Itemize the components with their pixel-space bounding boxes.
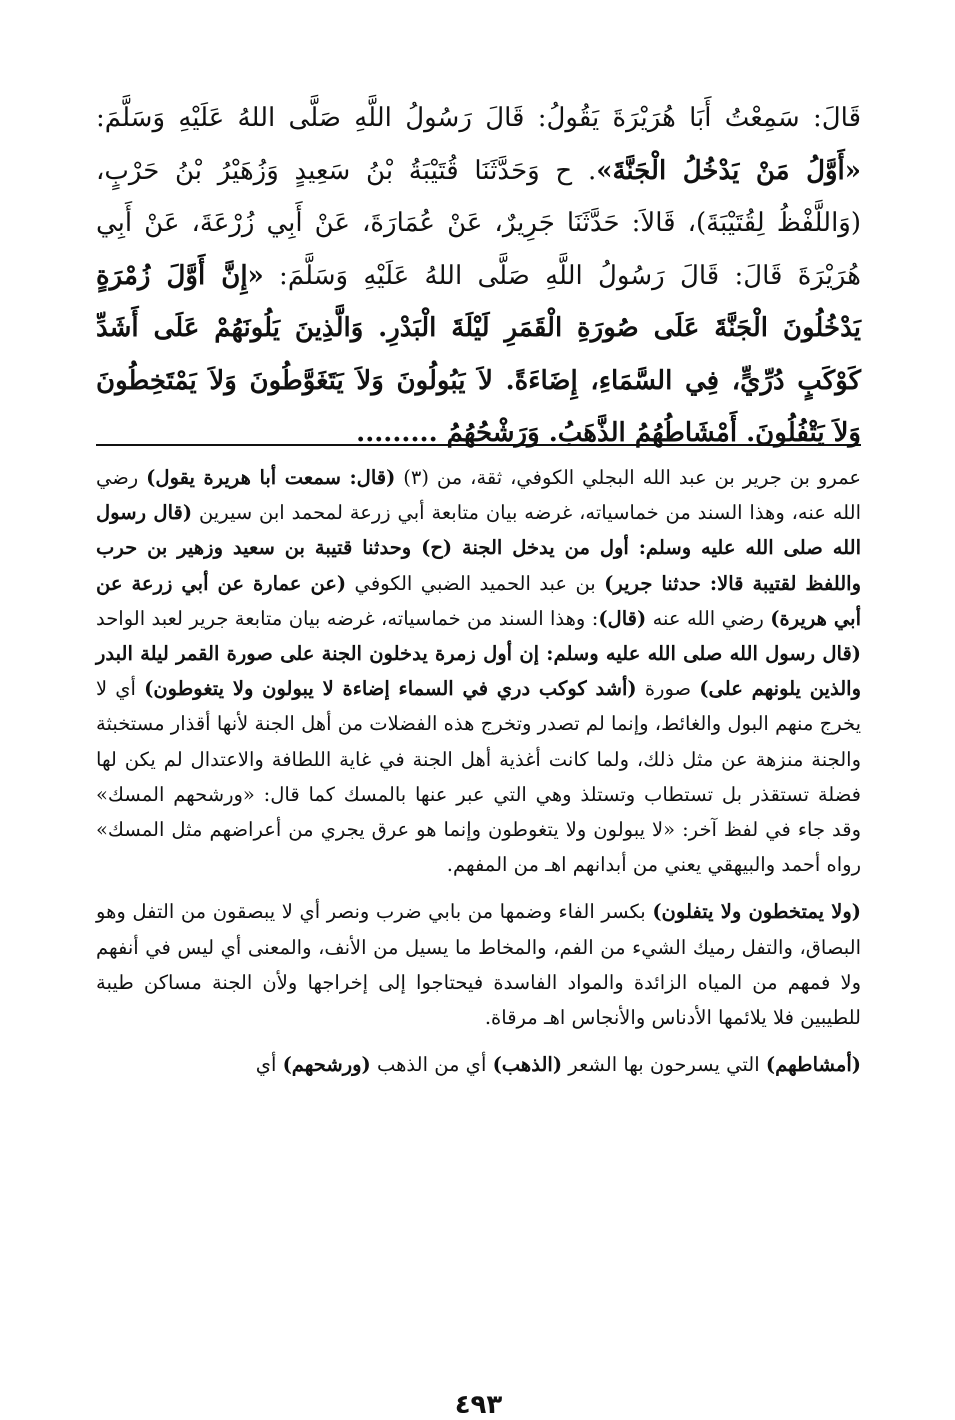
commentary-run: أي من الذهب — [370, 1053, 493, 1077]
hadith-narration: قَالَ: سَمِعْتُ أَبَا هُرَيْرَةَ يَقُولُ: قَالَ رَسُولُ اللَّهِ صَلَّى اللهُ عَلَيْهِ وَسَلَّمَ: — [96, 103, 861, 133]
commentary-run: بن عبد الحميد الضبي الكوفي — [346, 571, 605, 595]
commentary-run: أي — [255, 1053, 283, 1077]
commentary-bold-run: (عن عمارة عن أبي زرعة عن أبي هريرة) — [96, 571, 862, 630]
commentary-bold-run: (ولا يمتخطون ولا يتفلون) — [652, 900, 861, 924]
commentary-bold-run: (قال) — [598, 606, 647, 630]
commentary-paragraph-1 — [96, 460, 861, 882]
commentary-run: التي يسرحون بها الشعر — [562, 1053, 766, 1077]
footnote-divider — [96, 444, 861, 446]
commentary-run: : وهذا السند من خماسياته، غرضه بيان متابعة جرير لعبد الواحد — [96, 606, 599, 630]
commentary-bold-run: (أشد كوكب دري في السماء إضاءة لا يبولون ولا يتغوطون) — [144, 677, 637, 701]
commentary-bold-run: (الذهب) — [492, 1053, 563, 1077]
commentary-paragraph-3 — [96, 1047, 861, 1082]
commentary-run: بكسر الفاء وضمها من بابي ضرب ونصر أي لا يبصقون من التفل وهو البصاق، والتفل رميك الشيء من الفم، والمخاط ما يسيل من الأنف، والمعنى أي ليس في أنفهم ولا فمهم من المياه الزائدة والمواد الفاسدة فيحتاجوا إلى إخراجها ولأن الجنة مساكن طيبة للطيبين فلا يلائمها الأدناس والأنجاس اهـ مرقاة. — [96, 900, 861, 1030]
page-number: ٤٩٣ — [454, 1390, 503, 1420]
commentary-run: صورة — [636, 677, 700, 701]
commentary-paragraph-2 — [96, 894, 861, 1035]
hadith-text — [96, 92, 861, 460]
hadith-quote-first: «أَوَّلُ مَنْ يَدْخُلُ الْجَنَّةَ» — [596, 155, 862, 186]
commentary-run: أي لا يخرج منهم البول والغائط، وإنما لم تصدر وتخرج هذه الفضلات من أهل الجنة لأنها أقذار مستخبثة والجنة منزهة عن مثل ذلك، ولما كانت أغذية أهل الجنة في غاية اللطافة والاعتدال لم يكن لها فضلة تستقذر بل تستطاب وتستلذ وهي التي عبر عنها بالمسك كما قال: «ورشحهم المسك» وقد جاء في لفظ آخر: «لا يبولون ولا يتغوطون وإنما هو عرق يجري من أعراضهم مثل المسك» رواه أحمد والبيهقي يعني من أبدانهم اهـ من المفهم. — [96, 677, 861, 877]
commentary-bold-run: (قال رسول الله صلى الله عليه وسلم: إن أول زمرة يدخلون الجنة على صورة القمر ليلة البدر والذين يلونهم على) — [96, 642, 861, 701]
commentary-bold-run: (ورشحهم) — [282, 1053, 371, 1077]
commentary-section — [96, 460, 861, 1094]
commentary-bold-run: (قال: سمعت أبا هريرة يقول) — [146, 466, 396, 489]
commentary-run: رضي الله عنه، وهذا السند من خماسياته، غرضه بيان متابعة أبي زرعة لمحمد ابن سيرين — [96, 466, 861, 525]
commentary-bold-run: (قال رسول الله صلى الله عليه وسلم: أول من يدخل الجنة (ح) وحدثنا قتيبة بن سعيد وزهير بن حرب واللفظ لقتيبة قالا: حدثنا جرير) — [96, 501, 861, 595]
hadith-quote-main: «إِنَّ أَوَّلَ زُمْرَةٍ يَدْخُلُونَ الْجَنَّةَ عَلَى صُورَةِ الْقَمَرِ لَيْلَةَ الْبَدْرِ. وَالَّذِينَ يَلُونَهُمْ عَلَى أَشَدِّ كَوْكَبٍ دُرِّيٍّ، فِي السَّمَاءِ، إِضَاءَةً. لاَ يَبُولُونَ وَلاَ يَتَغَوَّطُونَ وَلاَ يَمْتَخِطُونَ وَلاَ يَتْفُلُونَ. أَمْشَاطُهُمُ الذَّهَبُ. وَرَشْحُهُمُ ......... — [96, 260, 861, 448]
commentary-run: عمرو بن جرير بن عبد الله البجلي الكوفي، ثقة، من (٣) — [395, 466, 861, 489]
hadith-isnad: . ح وَحَدَّثَنَا قُتَيْبَةُ بْنُ سَعِيدٍ وَزُهَيْرُ بْنُ حَرْبٍ، (وَاللَّفْظُ لِقُتَيْبَةَ)، قَالاَ: حَدَّثَنَا جَرِيرٌ، عَنْ عُمَارَةَ، عَنْ أَبِي زُرْعَةَ، عَنْ أَبِي هُرَيْرَةَ قَالَ: قَالَ رَسُولُ اللَّهِ صَلَّى اللهُ عَلَيْهِ وَسَلَّمَ: — [96, 155, 861, 291]
commentary-bold-run: (أمشاطهم) — [765, 1053, 861, 1077]
book-page — [96, 92, 862, 1420]
commentary-run: رضي الله عنه — [646, 606, 771, 630]
